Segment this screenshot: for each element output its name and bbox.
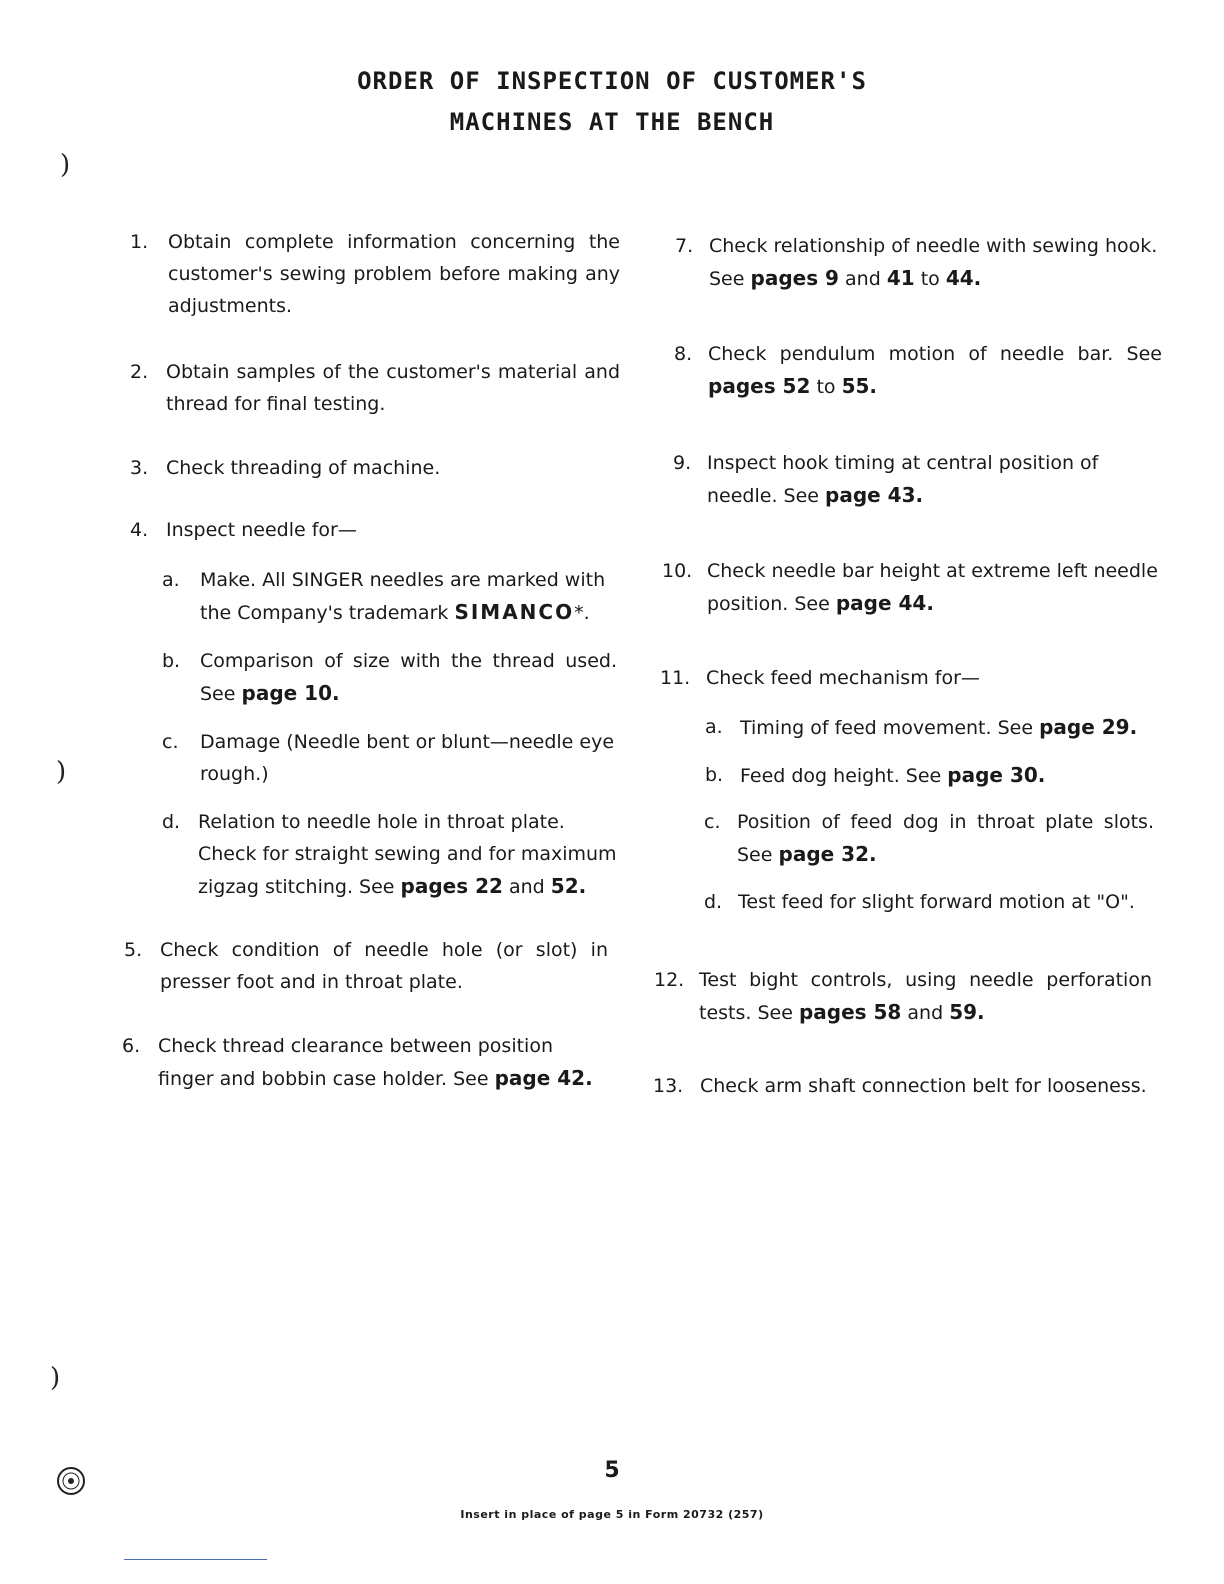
item-number: 6. (122, 1035, 141, 1057)
item-text: Obtain complete information concerning the customer's sewing problem before making any adjustments. (168, 231, 620, 317)
item-text: Make. All SINGER needles are marked with the Company's trademark SIMANCO*. (200, 569, 606, 624)
item-letter: c. (704, 811, 721, 833)
list-item-4d (162, 806, 617, 903)
list-item-10 (662, 555, 1162, 620)
list-item-6 (122, 1030, 608, 1095)
item-text: Comparison of size with the thread used. See page 10. (200, 650, 617, 705)
item-letter: d. (162, 811, 181, 833)
page-reference: 44. (945, 266, 982, 290)
bottom-rule (124, 1559, 267, 1560)
page-reference: page 29. (1039, 715, 1138, 739)
margin-mark: ) (50, 1363, 61, 1393)
list-item-13 (653, 1070, 1163, 1102)
page-reference: pages 9 (750, 266, 839, 290)
item-number: 1. (130, 231, 149, 253)
list-item-11b (705, 759, 1160, 792)
item-text: Test feed for slight forward motion at "O". (738, 891, 1135, 913)
list-item-4 (130, 514, 620, 546)
item-number: 8. (674, 343, 693, 365)
item-text: Check relationship of needle with sewing hook. See pages 9 and 41 to 44. (709, 235, 1158, 290)
list-item-7 (675, 230, 1165, 295)
page-title-line-1: ORDER OF INSPECTION OF CUSTOMER'S (357, 67, 867, 95)
item-text: Damage (Needle bent or blunt—needle eye rough.) (200, 731, 615, 785)
item-text: Test bight controls, using needle perforation tests. See pages 58 and 59. (699, 969, 1152, 1024)
item-number: 10. (662, 560, 693, 582)
page-reference: page 30. (947, 763, 1046, 787)
list-item-3 (130, 452, 620, 484)
list-item-4b (162, 645, 617, 710)
list-item-2 (130, 356, 620, 420)
item-number: 13. (653, 1075, 684, 1097)
list-item-4c (162, 726, 617, 790)
list-item-11c (704, 806, 1154, 871)
item-number: 4. (130, 519, 149, 541)
page-reference: page 42. (494, 1066, 593, 1090)
item-text: Timing of feed movement. See page 29. (740, 715, 1138, 739)
item-number: 5. (124, 939, 143, 961)
item-text: Obtain samples of the customer's material and thread for final testing. (166, 361, 620, 415)
item-text: Inspect hook timing at central position of needle. See page 43. (707, 452, 1099, 507)
list-item-11 (660, 662, 1160, 694)
item-text: Inspect needle for— (166, 519, 357, 541)
item-text: Check pendulum motion of needle bar. See pages 52 to 55. (708, 343, 1162, 398)
item-letter: d. (704, 891, 723, 913)
item-letter: b. (162, 650, 181, 672)
list-item-1 (130, 226, 620, 322)
page-reference: page 10. (241, 681, 340, 705)
page-reference: page 44. (835, 591, 934, 615)
page-reference: 41 (886, 266, 915, 290)
item-text: Check thread clearance between position finger and bobbin case holder. See page 42. (158, 1035, 593, 1090)
page-reference: 59. (949, 1000, 985, 1024)
footer-note: Insert in place of page 5 in Form 20732 (257) (460, 1508, 764, 1521)
list-item-5 (124, 934, 608, 998)
item-number: 9. (673, 452, 692, 474)
item-number: 2. (130, 361, 149, 383)
page-reference: 52. (550, 874, 587, 898)
item-letter: b. (705, 764, 724, 786)
item-number: 12. (654, 969, 685, 991)
page-reference: pages 58 (798, 1000, 902, 1024)
margin-mark: ) (60, 150, 71, 180)
item-text: Check condition of needle hole (or slot) in presser foot and in throat plate. (160, 939, 608, 993)
item-number: 3. (130, 457, 149, 479)
page-reference: page 32. (778, 842, 877, 866)
list-item-8 (674, 338, 1162, 403)
page-reference: page 43. (825, 483, 924, 507)
item-text: Relation to needle hole in throat plate. Check for straight sewing and for maximum zigzag stitching. See pages 22 and 52. (198, 811, 617, 898)
item-text: Check threading of machine. (166, 457, 441, 479)
item-letter: a. (705, 716, 723, 738)
page-reference: 55. (841, 374, 878, 398)
item-letter: a. (162, 569, 180, 591)
page-title-line-2: MACHINES AT THE BENCH (449, 108, 775, 136)
list-item-11a (705, 711, 1160, 744)
margin-mark: ) (56, 757, 67, 787)
trademark-simanco: SIMANCO (454, 600, 575, 624)
page-reference: pages 22 (400, 874, 503, 898)
list-item-12 (654, 964, 1152, 1029)
item-text: Feed dog height. See page 30. (740, 763, 1046, 787)
list-item-9 (673, 447, 1163, 512)
item-number: 7. (675, 235, 694, 257)
page-number: 5 (604, 1458, 620, 1483)
item-text: Check needle bar height at extreme left needle position. See page 44. (707, 560, 1158, 615)
item-text: Check feed mechanism for— (706, 667, 980, 689)
item-text: Check arm shaft connection belt for looseness. (700, 1075, 1147, 1097)
page-reference: pages 52 (708, 374, 811, 398)
list-item-4a (162, 564, 617, 629)
list-item-11d (704, 886, 1164, 918)
item-number: 11. (660, 667, 691, 689)
item-text: Position of feed dog in throat plate slots. See page 32. (737, 811, 1154, 866)
item-letter: c. (162, 731, 179, 753)
